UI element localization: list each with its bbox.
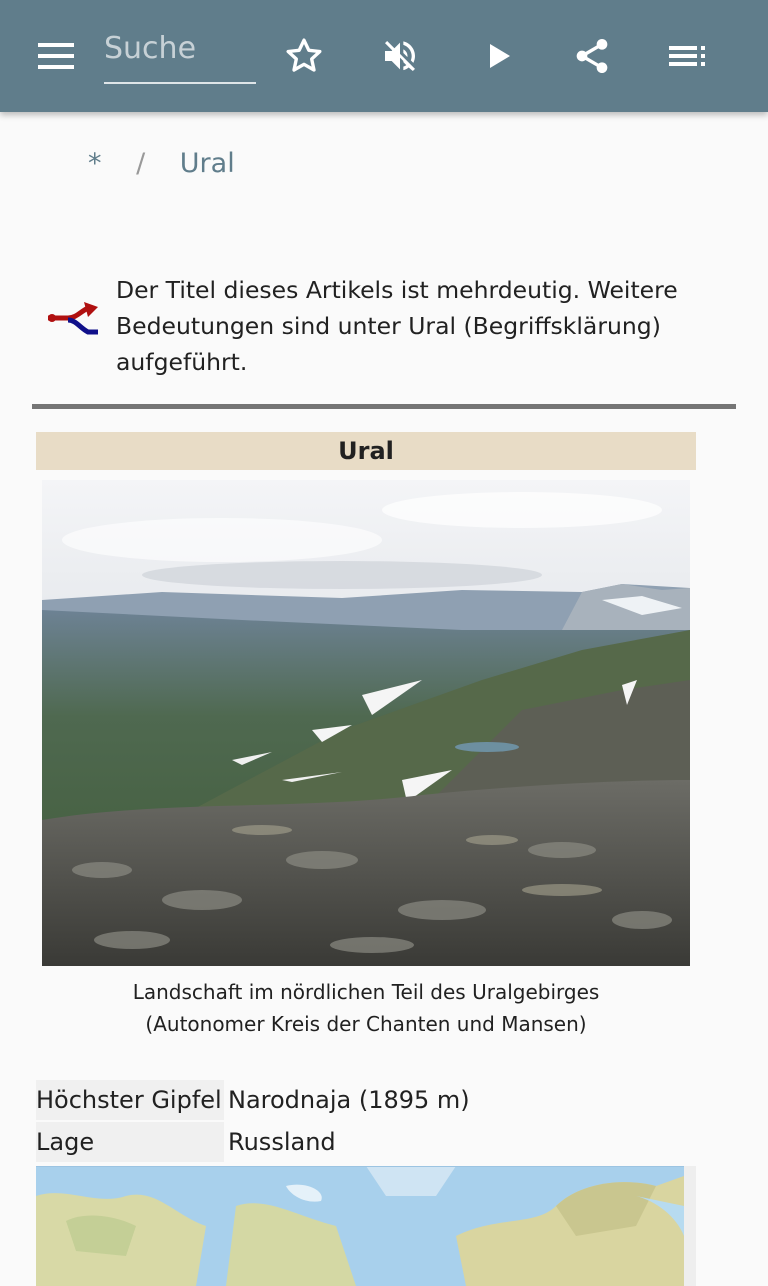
search-field[interactable] — [104, 22, 256, 84]
volume-off-icon — [380, 36, 420, 76]
infobox-title: Ural — [36, 432, 696, 470]
breadcrumb-separator: / — [136, 148, 146, 179]
location-map[interactable] — [36, 1166, 684, 1286]
mute-button[interactable] — [372, 28, 428, 84]
star-outline-icon — [284, 36, 324, 76]
play-icon — [482, 40, 514, 72]
landscape-photo — [42, 480, 690, 966]
row-value[interactable]: Narodnaja (1895 m) — [228, 1086, 470, 1114]
play-button[interactable] — [470, 28, 526, 84]
notice-text: Der Titel dieses Artikels ist mehrdeutig. Weitere Bedeutungen sind unter Ural (Begriffsklärung) aufgeführt. — [116, 276, 678, 376]
map-frame — [684, 1166, 696, 1286]
image-caption — [36, 976, 696, 1040]
infobox — [36, 432, 696, 1156]
menu-button[interactable] — [28, 28, 84, 84]
row-label: Lage — [36, 1122, 224, 1162]
infobox-row — [36, 1080, 696, 1120]
infobox-row — [36, 1122, 696, 1162]
bookmark-button[interactable] — [276, 28, 332, 84]
toc-button[interactable] — [660, 28, 716, 84]
caption-line-1: Landschaft im nördlichen Teil des Uralgebirges — [132, 980, 600, 1004]
disambiguation-icon — [46, 298, 100, 340]
landscape-image[interactable] — [42, 480, 690, 966]
share-icon — [572, 36, 612, 76]
share-button[interactable] — [564, 28, 620, 84]
table-of-contents-icon — [669, 44, 707, 68]
row-label: Höchster Gipfel — [36, 1080, 224, 1120]
breadcrumb-root[interactable]: * — [88, 148, 102, 179]
caption-line-2: (Autonomer Kreis der Chanten und Mansen) — [145, 1012, 587, 1036]
breadcrumb — [88, 148, 235, 179]
search-input[interactable] — [104, 22, 254, 74]
row-value[interactable]: Russland — [228, 1128, 336, 1156]
hamburger-menu-icon — [38, 42, 74, 70]
app-toolbar — [0, 0, 768, 112]
disambiguation-notice — [32, 268, 736, 409]
map-image — [36, 1166, 684, 1286]
breadcrumb-current[interactable]: Ural — [179, 148, 235, 179]
